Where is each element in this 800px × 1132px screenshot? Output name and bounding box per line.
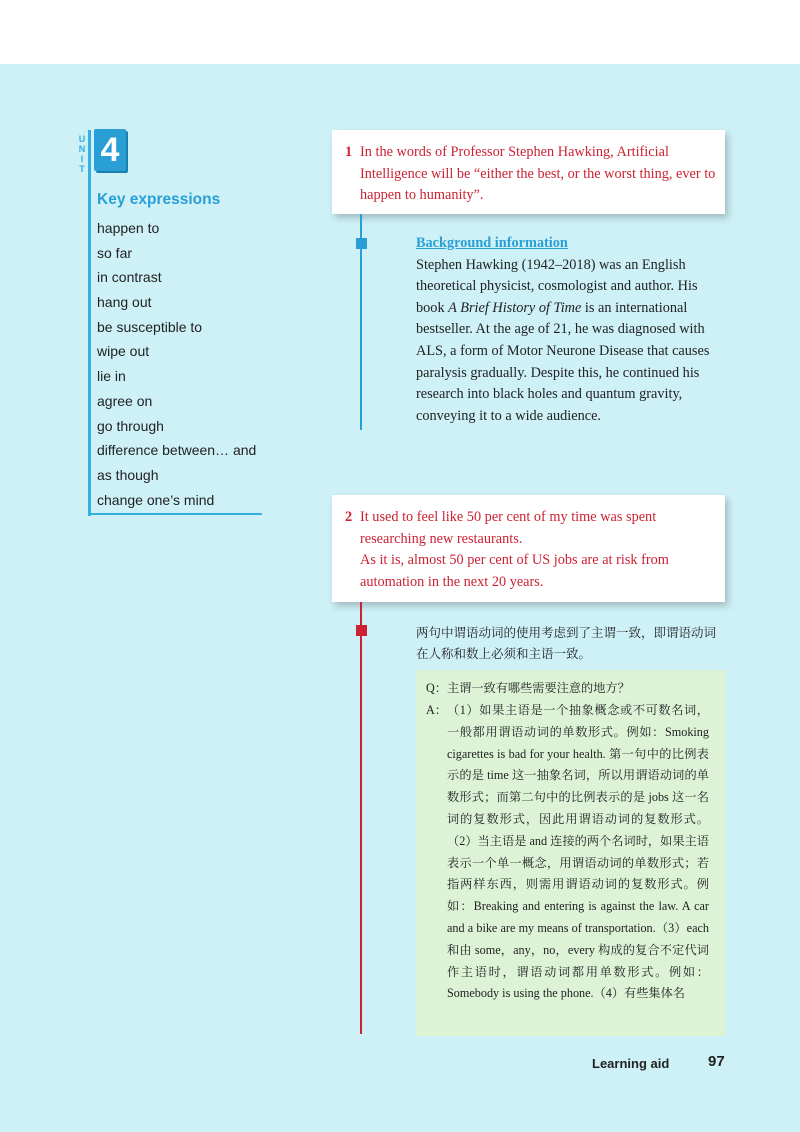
key-expression-item: go through [97,417,164,434]
unit-letter: I [80,154,84,164]
key-expression-item: so far [97,244,133,261]
background-information [416,233,726,427]
grammar-note: 两句中谓语动词的使用考虑到了主谓一致，即谓语动词在人称和数上必须和主语一致。 [416,626,717,661]
unit-letter: U [78,134,86,144]
quote-note-1 [332,130,725,214]
unit-letter: N [78,144,86,154]
key-expressions-bottom-rule [88,513,262,515]
note-text: In the words of Professor Stephen Hawking, Artificial Intelligence will be “either the best, or the worst thing, ever to happen to humanity”. [360,144,716,203]
key-expression-item: lie in [97,368,126,385]
footer-section-label: Learning aid [592,1056,670,1071]
key-expression-item: happen to [97,220,160,236]
quote-note-2 [332,495,725,602]
page-number: 97 [708,1053,725,1070]
qa-box [416,670,726,1036]
unit-letter: T [79,164,85,174]
blue-square-marker [356,238,367,249]
qa-answer-label: A： [426,703,447,717]
key-expression-item: agree on [97,392,153,409]
key-expressions-title: Key expressions [97,191,221,208]
note-text-line-2: As it is, almost 50 per cent of US jobs are at risk from automation in the next 20 years. [360,552,669,590]
unit-number-badge: 4 [94,129,126,171]
key-expression-item: in contrast [97,269,162,286]
background-heading: Background information [416,235,568,251]
key-expression-item: wipe out [97,343,150,360]
note-text-line-1: It used to feel like 50 per cent of my time was spent researching new restaurants. [360,509,657,547]
key-expressions-list [97,216,256,512]
key-expression-item: be susceptible to [97,318,203,335]
note-number: 2 [345,509,353,525]
key-expression-item: as though [97,466,159,483]
book-title: A Brief History of Time [448,299,582,316]
red-square-marker [356,625,367,636]
key-expression-item: change one’s mind [97,491,215,508]
unit-label [77,134,87,174]
background-text: Stephen Hawking (1942–2018) was an English theoretical physicist, cosmologist and author. His book A Brief History of Time is an international bestseller. At the age of 21, he was diagnosed with ALS, a form of Motor Neurone Disease that causes paralysis gradually. Despite this, he continued his research into black holes and quantum gravity, conveying it to a wide audience. [416,256,710,424]
unit-side-bar [88,130,91,516]
key-expression-item: difference between… and [97,442,257,459]
note-2-connector-line [360,602,362,1034]
qa-question: Q：主谓一致有哪些需要注意的地方？ [426,681,630,695]
key-expression-item: hang out [97,294,152,311]
note-number: 1 [345,144,353,160]
qa-answer: （1）如果主语是一个抽象概念或不可数名词，一般都用谓语动词的单数形式。例如：Smoking cigarettes is bad for your health. 第一句中的比例表示的是 time 这一抽象名词，所以用谓语动词的单数形式；而第二句中的比例表示的是 jobs 这一名词的复数形式，因此用谓语动词的复数形式。（2）当主语是 and 连接的两个名词时，如果主语表示一个单一概念，用谓语动词的单数形式；若指两样东西，则需用谓语动词的复数形式。例如：Breaking and entering is against the law. A car and a bike are my means of transportation.（3）each 和由 some，any，no，every 构成的复合不定代词作主语时，谓语动词都用单数形式。例如：Somebody is using the phone.（4）有些集体名 [447,703,709,1001]
